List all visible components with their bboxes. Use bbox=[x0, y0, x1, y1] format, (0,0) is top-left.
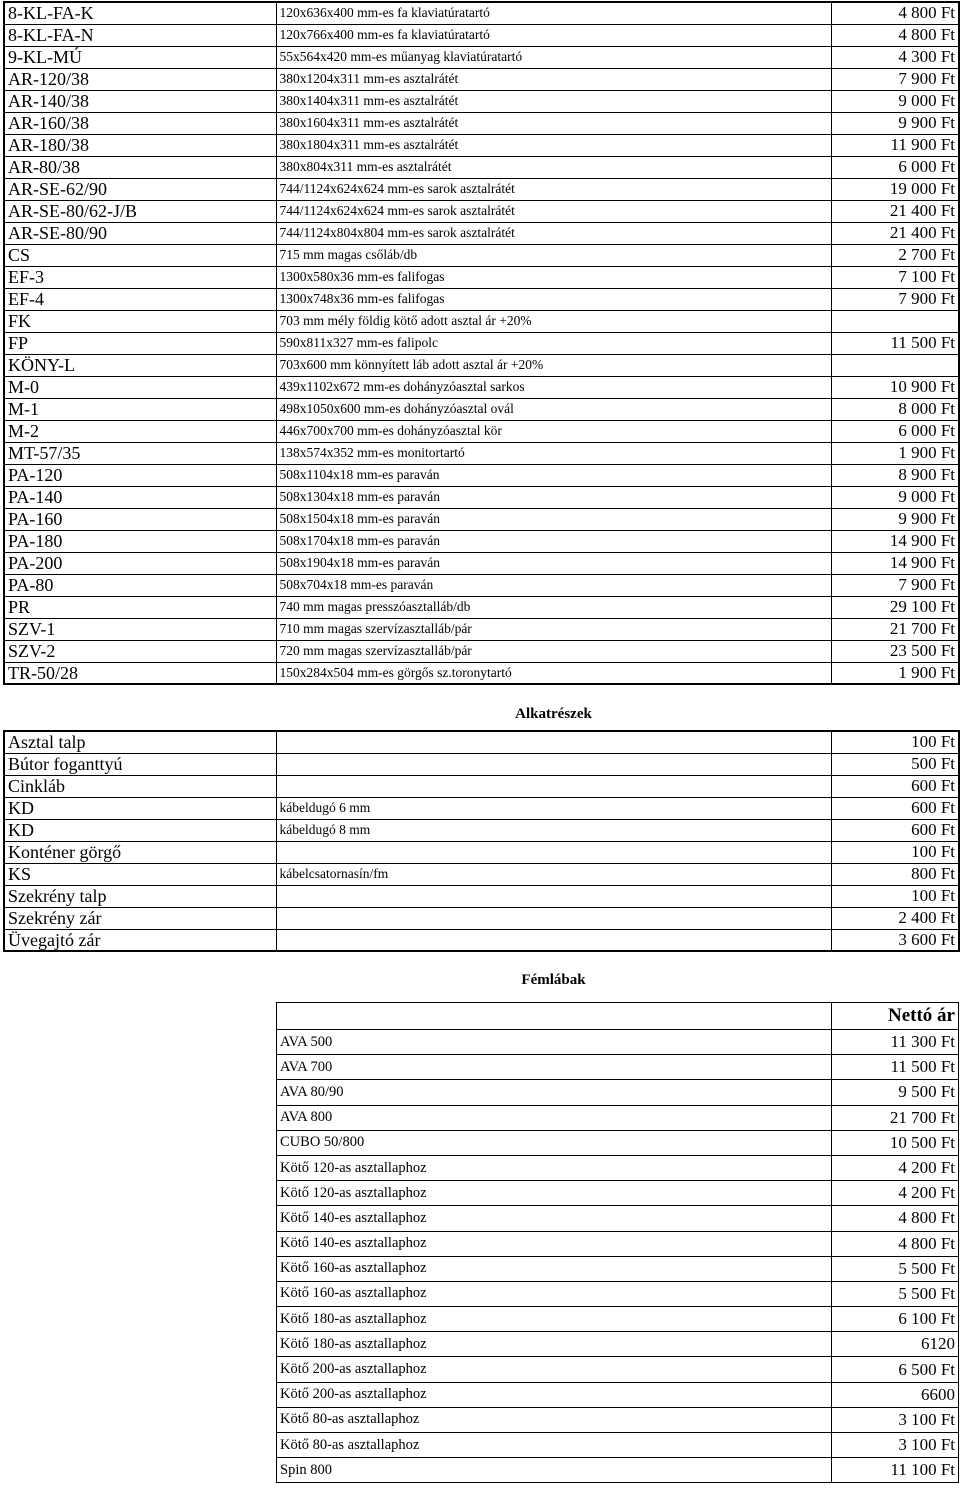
product-description: 380x1204x311 mm-es asztalrátét bbox=[276, 68, 831, 90]
product-price: 6 000 Ft bbox=[831, 156, 959, 178]
leg-price: 6 100 Ft bbox=[832, 1307, 959, 1332]
product-price: 23 500 Ft bbox=[831, 640, 959, 662]
leg-row bbox=[277, 1281, 959, 1306]
product-price: 6 000 Ft bbox=[831, 420, 959, 442]
part-description: kábelcsatornasín/fm bbox=[276, 863, 831, 885]
product-row bbox=[4, 310, 959, 332]
product-price: 9 900 Ft bbox=[831, 112, 959, 134]
product-description: 1300x748x36 mm-es falifogas bbox=[276, 288, 831, 310]
part-name: Bútor foganttyú bbox=[4, 753, 276, 775]
leg-price: 4 200 Ft bbox=[832, 1155, 959, 1180]
product-code: AR-160/38 bbox=[4, 112, 276, 134]
product-description: 138x574x352 mm-es monitortartó bbox=[276, 442, 831, 464]
product-code: 9-KL-MÚ bbox=[4, 46, 276, 68]
leg-price: 5 500 Ft bbox=[832, 1256, 959, 1281]
leg-row bbox=[277, 1332, 959, 1357]
product-description: 1300x580x36 mm-es falifogas bbox=[276, 266, 831, 288]
part-price: 100 Ft bbox=[831, 885, 959, 907]
part-price: 600 Ft bbox=[831, 775, 959, 797]
part-row bbox=[4, 907, 959, 929]
leg-row bbox=[277, 1155, 959, 1180]
product-description: 744/1124x804x804 mm-es sarok asztalrátét bbox=[276, 222, 831, 244]
product-code: 8-KL-FA-N bbox=[4, 24, 276, 46]
product-description: 120x766x400 mm-es fa klaviatúratartó bbox=[276, 24, 831, 46]
leg-price: 6 500 Ft bbox=[832, 1357, 959, 1382]
part-description: kábeldugó 8 mm bbox=[276, 819, 831, 841]
product-row bbox=[4, 508, 959, 530]
product-row bbox=[4, 486, 959, 508]
product-description: 508x1104x18 mm-es paraván bbox=[276, 464, 831, 486]
product-row bbox=[4, 178, 959, 200]
product-code: PA-140 bbox=[4, 486, 276, 508]
product-code: M-2 bbox=[4, 420, 276, 442]
product-description: 380x1804x311 mm-es asztalrátét bbox=[276, 134, 831, 156]
leg-name: AVA 800 bbox=[277, 1105, 832, 1130]
part-price: 500 Ft bbox=[831, 753, 959, 775]
leg-price: 11 300 Ft bbox=[832, 1030, 959, 1055]
product-price: 9 000 Ft bbox=[831, 486, 959, 508]
product-row bbox=[4, 222, 959, 244]
part-price: 2 400 Ft bbox=[831, 907, 959, 929]
leg-price: 11 100 Ft bbox=[832, 1458, 959, 1483]
part-name: KS bbox=[4, 863, 276, 885]
product-row bbox=[4, 68, 959, 90]
part-name: KD bbox=[4, 819, 276, 841]
product-code: FK bbox=[4, 310, 276, 332]
product-code: AR-SE-80/62-J/B bbox=[4, 200, 276, 222]
product-code: EF-3 bbox=[4, 266, 276, 288]
product-price: 14 900 Ft bbox=[831, 552, 959, 574]
product-description: 380x1604x311 mm-es asztalrátét bbox=[276, 112, 831, 134]
product-code: AR-SE-62/90 bbox=[4, 178, 276, 200]
leg-price: 3 100 Ft bbox=[832, 1407, 959, 1432]
product-description: 703x600 mm könnyített láb adott asztal ár +20% bbox=[276, 354, 831, 376]
part-description bbox=[276, 775, 831, 797]
leg-name: AVA 500 bbox=[277, 1030, 832, 1055]
product-description: 498x1050x600 mm-es dohányzóasztal ovál bbox=[276, 398, 831, 420]
product-row bbox=[4, 332, 959, 354]
leg-name: CUBO 50/800 bbox=[277, 1130, 832, 1155]
product-row bbox=[4, 2, 959, 24]
product-price: 11 500 Ft bbox=[831, 332, 959, 354]
product-code: TR-50/28 bbox=[4, 662, 276, 684]
product-price bbox=[831, 310, 959, 332]
leg-row bbox=[277, 1256, 959, 1281]
part-row bbox=[4, 885, 959, 907]
legs-table bbox=[276, 1002, 959, 1483]
legs-header-blank bbox=[277, 1003, 832, 1030]
leg-price: 9 500 Ft bbox=[832, 1080, 959, 1105]
product-row bbox=[4, 552, 959, 574]
product-code: AR-80/38 bbox=[4, 156, 276, 178]
product-code: PA-120 bbox=[4, 464, 276, 486]
product-price: 19 000 Ft bbox=[831, 178, 959, 200]
product-row bbox=[4, 640, 959, 662]
leg-name: Kötő 180-as asztallaphoz bbox=[277, 1307, 832, 1332]
leg-row bbox=[277, 1130, 959, 1155]
product-row bbox=[4, 376, 959, 398]
leg-price: 4 800 Ft bbox=[832, 1206, 959, 1231]
part-description: kábeldugó 6 mm bbox=[276, 797, 831, 819]
product-code: 8-KL-FA-K bbox=[4, 2, 276, 24]
product-description: 150x284x504 mm-es görgős sz.toronytartó bbox=[276, 662, 831, 684]
leg-price: 5 500 Ft bbox=[832, 1281, 959, 1306]
leg-price: 10 500 Ft bbox=[832, 1130, 959, 1155]
product-row bbox=[4, 288, 959, 310]
leg-name: AVA 700 bbox=[277, 1055, 832, 1080]
leg-name: Kötő 200-as asztallaphoz bbox=[277, 1382, 832, 1407]
product-row bbox=[4, 574, 959, 596]
product-description: 508x1304x18 mm-es paraván bbox=[276, 486, 831, 508]
product-price bbox=[831, 354, 959, 376]
product-price: 21 700 Ft bbox=[831, 618, 959, 640]
leg-row bbox=[277, 1357, 959, 1382]
leg-price: 21 700 Ft bbox=[832, 1105, 959, 1130]
product-code: M-0 bbox=[4, 376, 276, 398]
leg-row bbox=[277, 1231, 959, 1256]
part-row bbox=[4, 841, 959, 863]
product-code: KÖNY-L bbox=[4, 354, 276, 376]
product-code: SZV-2 bbox=[4, 640, 276, 662]
product-description: 508x1904x18 mm-es paraván bbox=[276, 552, 831, 574]
leg-price: 11 500 Ft bbox=[832, 1055, 959, 1080]
part-description bbox=[276, 885, 831, 907]
product-description: 703 mm mély földig kötő adott asztal ár +20% bbox=[276, 310, 831, 332]
part-price: 600 Ft bbox=[831, 819, 959, 841]
leg-name: Kötő 160-as asztallaphoz bbox=[277, 1281, 832, 1306]
product-code: AR-180/38 bbox=[4, 134, 276, 156]
part-name: Cinkláb bbox=[4, 775, 276, 797]
leg-name: Kötő 80-as asztallaphoz bbox=[277, 1407, 832, 1432]
leg-name: Kötő 200-as asztallaphoz bbox=[277, 1357, 832, 1382]
product-row bbox=[4, 112, 959, 134]
leg-row bbox=[277, 1433, 959, 1458]
part-row bbox=[4, 775, 959, 797]
part-name: Asztal talp bbox=[4, 731, 276, 753]
leg-row bbox=[277, 1105, 959, 1130]
part-name: Konténer görgő bbox=[4, 841, 276, 863]
leg-row bbox=[277, 1458, 959, 1483]
product-code: PA-80 bbox=[4, 574, 276, 596]
product-code: PA-160 bbox=[4, 508, 276, 530]
leg-row bbox=[277, 1181, 959, 1206]
leg-row bbox=[277, 1055, 959, 1080]
product-price: 2 700 Ft bbox=[831, 244, 959, 266]
product-price: 9 000 Ft bbox=[831, 90, 959, 112]
leg-price: 4 800 Ft bbox=[832, 1231, 959, 1256]
product-row bbox=[4, 90, 959, 112]
part-description bbox=[276, 907, 831, 929]
legs-header-price: Nettó ár bbox=[832, 1003, 959, 1030]
product-description: 715 mm magas csőláb/db bbox=[276, 244, 831, 266]
part-name: Szekrény zár bbox=[4, 907, 276, 929]
product-row bbox=[4, 618, 959, 640]
product-description: 380x804x311 mm-es asztalrátét bbox=[276, 156, 831, 178]
product-code: AR-SE-80/90 bbox=[4, 222, 276, 244]
parts-section-title: Alkatrészek bbox=[515, 706, 592, 722]
legs-section-title: Fémlábak bbox=[521, 972, 586, 988]
product-code: MT-57/35 bbox=[4, 442, 276, 464]
product-row bbox=[4, 596, 959, 618]
leg-price: 6120 bbox=[832, 1332, 959, 1357]
product-code: M-1 bbox=[4, 398, 276, 420]
product-price: 10 900 Ft bbox=[831, 376, 959, 398]
product-row bbox=[4, 354, 959, 376]
products-table bbox=[3, 1, 960, 685]
product-description: 590x811x327 mm-es falipolc bbox=[276, 332, 831, 354]
part-description bbox=[276, 753, 831, 775]
part-price: 3 600 Ft bbox=[831, 929, 959, 951]
product-row bbox=[4, 200, 959, 222]
leg-name: Kötő 180-as asztallaphoz bbox=[277, 1332, 832, 1357]
product-code: PA-180 bbox=[4, 530, 276, 552]
part-name: Üvegajtó zár bbox=[4, 929, 276, 951]
product-price: 8 000 Ft bbox=[831, 398, 959, 420]
product-description: 446x700x700 mm-es dohányzóasztal kör bbox=[276, 420, 831, 442]
part-price: 100 Ft bbox=[831, 841, 959, 863]
product-description: 508x1504x18 mm-es paraván bbox=[276, 508, 831, 530]
part-description bbox=[276, 731, 831, 753]
product-row bbox=[4, 24, 959, 46]
product-description: 380x1404x311 mm-es asztalrátét bbox=[276, 90, 831, 112]
part-description bbox=[276, 841, 831, 863]
product-code: CS bbox=[4, 244, 276, 266]
product-price: 29 100 Ft bbox=[831, 596, 959, 618]
leg-price: 4 200 Ft bbox=[832, 1181, 959, 1206]
product-code: AR-120/38 bbox=[4, 68, 276, 90]
product-price: 7 100 Ft bbox=[831, 266, 959, 288]
product-description: 710 mm magas szervízasztalláb/pár bbox=[276, 618, 831, 640]
product-row bbox=[4, 464, 959, 486]
product-row bbox=[4, 156, 959, 178]
product-row bbox=[4, 244, 959, 266]
product-row bbox=[4, 530, 959, 552]
leg-name: Kötő 120-as asztallaphoz bbox=[277, 1155, 832, 1180]
part-name: KD bbox=[4, 797, 276, 819]
leg-name: Kötő 140-es asztallaphoz bbox=[277, 1206, 832, 1231]
product-price: 4 800 Ft bbox=[831, 2, 959, 24]
product-description: 740 mm magas presszóasztalláb/db bbox=[276, 596, 831, 618]
leg-row bbox=[277, 1080, 959, 1105]
product-code: PA-200 bbox=[4, 552, 276, 574]
part-row bbox=[4, 797, 959, 819]
product-row bbox=[4, 442, 959, 464]
product-row bbox=[4, 134, 959, 156]
leg-row bbox=[277, 1382, 959, 1407]
leg-name: Kötő 80-as asztallaphoz bbox=[277, 1433, 832, 1458]
leg-name: Kötő 120-as asztallaphoz bbox=[277, 1181, 832, 1206]
part-name: Szekrény talp bbox=[4, 885, 276, 907]
product-price: 21 400 Ft bbox=[831, 222, 959, 244]
leg-price: 6600 bbox=[832, 1382, 959, 1407]
product-row bbox=[4, 398, 959, 420]
product-price: 11 900 Ft bbox=[831, 134, 959, 156]
product-code: FP bbox=[4, 332, 276, 354]
product-price: 8 900 Ft bbox=[831, 464, 959, 486]
product-price: 7 900 Ft bbox=[831, 288, 959, 310]
product-description: 508x1704x18 mm-es paraván bbox=[276, 530, 831, 552]
leg-row bbox=[277, 1030, 959, 1055]
part-row bbox=[4, 929, 959, 951]
product-price: 9 900 Ft bbox=[831, 508, 959, 530]
product-price: 7 900 Ft bbox=[831, 68, 959, 90]
product-code: PR bbox=[4, 596, 276, 618]
product-code: SZV-1 bbox=[4, 618, 276, 640]
leg-name: AVA 80/90 bbox=[277, 1080, 832, 1105]
product-row bbox=[4, 662, 959, 684]
part-row bbox=[4, 753, 959, 775]
product-price: 1 900 Ft bbox=[831, 662, 959, 684]
product-description: 720 mm magas szervízasztalláb/pár bbox=[276, 640, 831, 662]
product-row bbox=[4, 420, 959, 442]
product-description: 120x636x400 mm-es fa klaviatúratartó bbox=[276, 2, 831, 24]
leg-name: Kötő 140-es asztallaphoz bbox=[277, 1231, 832, 1256]
leg-name: Kötő 160-as asztallaphoz bbox=[277, 1256, 832, 1281]
product-description: 508x704x18 mm-es paraván bbox=[276, 574, 831, 596]
product-row bbox=[4, 46, 959, 68]
product-code: AR-140/38 bbox=[4, 90, 276, 112]
product-price: 4 300 Ft bbox=[831, 46, 959, 68]
product-row bbox=[4, 266, 959, 288]
leg-row bbox=[277, 1407, 959, 1432]
parts-table bbox=[3, 730, 960, 952]
product-code: EF-4 bbox=[4, 288, 276, 310]
product-description: 439x1102x672 mm-es dohányzóasztal sarkos bbox=[276, 376, 831, 398]
part-price: 800 Ft bbox=[831, 863, 959, 885]
product-price: 4 800 Ft bbox=[831, 24, 959, 46]
leg-price: 3 100 Ft bbox=[832, 1433, 959, 1458]
leg-name: Spin 800 bbox=[277, 1458, 832, 1483]
part-row bbox=[4, 863, 959, 885]
product-price: 14 900 Ft bbox=[831, 530, 959, 552]
part-price: 600 Ft bbox=[831, 797, 959, 819]
leg-row bbox=[277, 1307, 959, 1332]
product-description: 744/1124x624x624 mm-es sarok asztalrátét bbox=[276, 200, 831, 222]
product-description: 55x564x420 mm-es műanyag klaviatúratartó bbox=[276, 46, 831, 68]
part-description bbox=[276, 929, 831, 951]
part-row bbox=[4, 731, 959, 753]
product-price: 1 900 Ft bbox=[831, 442, 959, 464]
part-price: 100 Ft bbox=[831, 731, 959, 753]
product-price: 21 400 Ft bbox=[831, 200, 959, 222]
legs-header-row bbox=[277, 1003, 959, 1030]
product-price: 7 900 Ft bbox=[831, 574, 959, 596]
leg-row bbox=[277, 1206, 959, 1231]
part-row bbox=[4, 819, 959, 841]
product-description: 744/1124x624x624 mm-es sarok asztalrátét bbox=[276, 178, 831, 200]
